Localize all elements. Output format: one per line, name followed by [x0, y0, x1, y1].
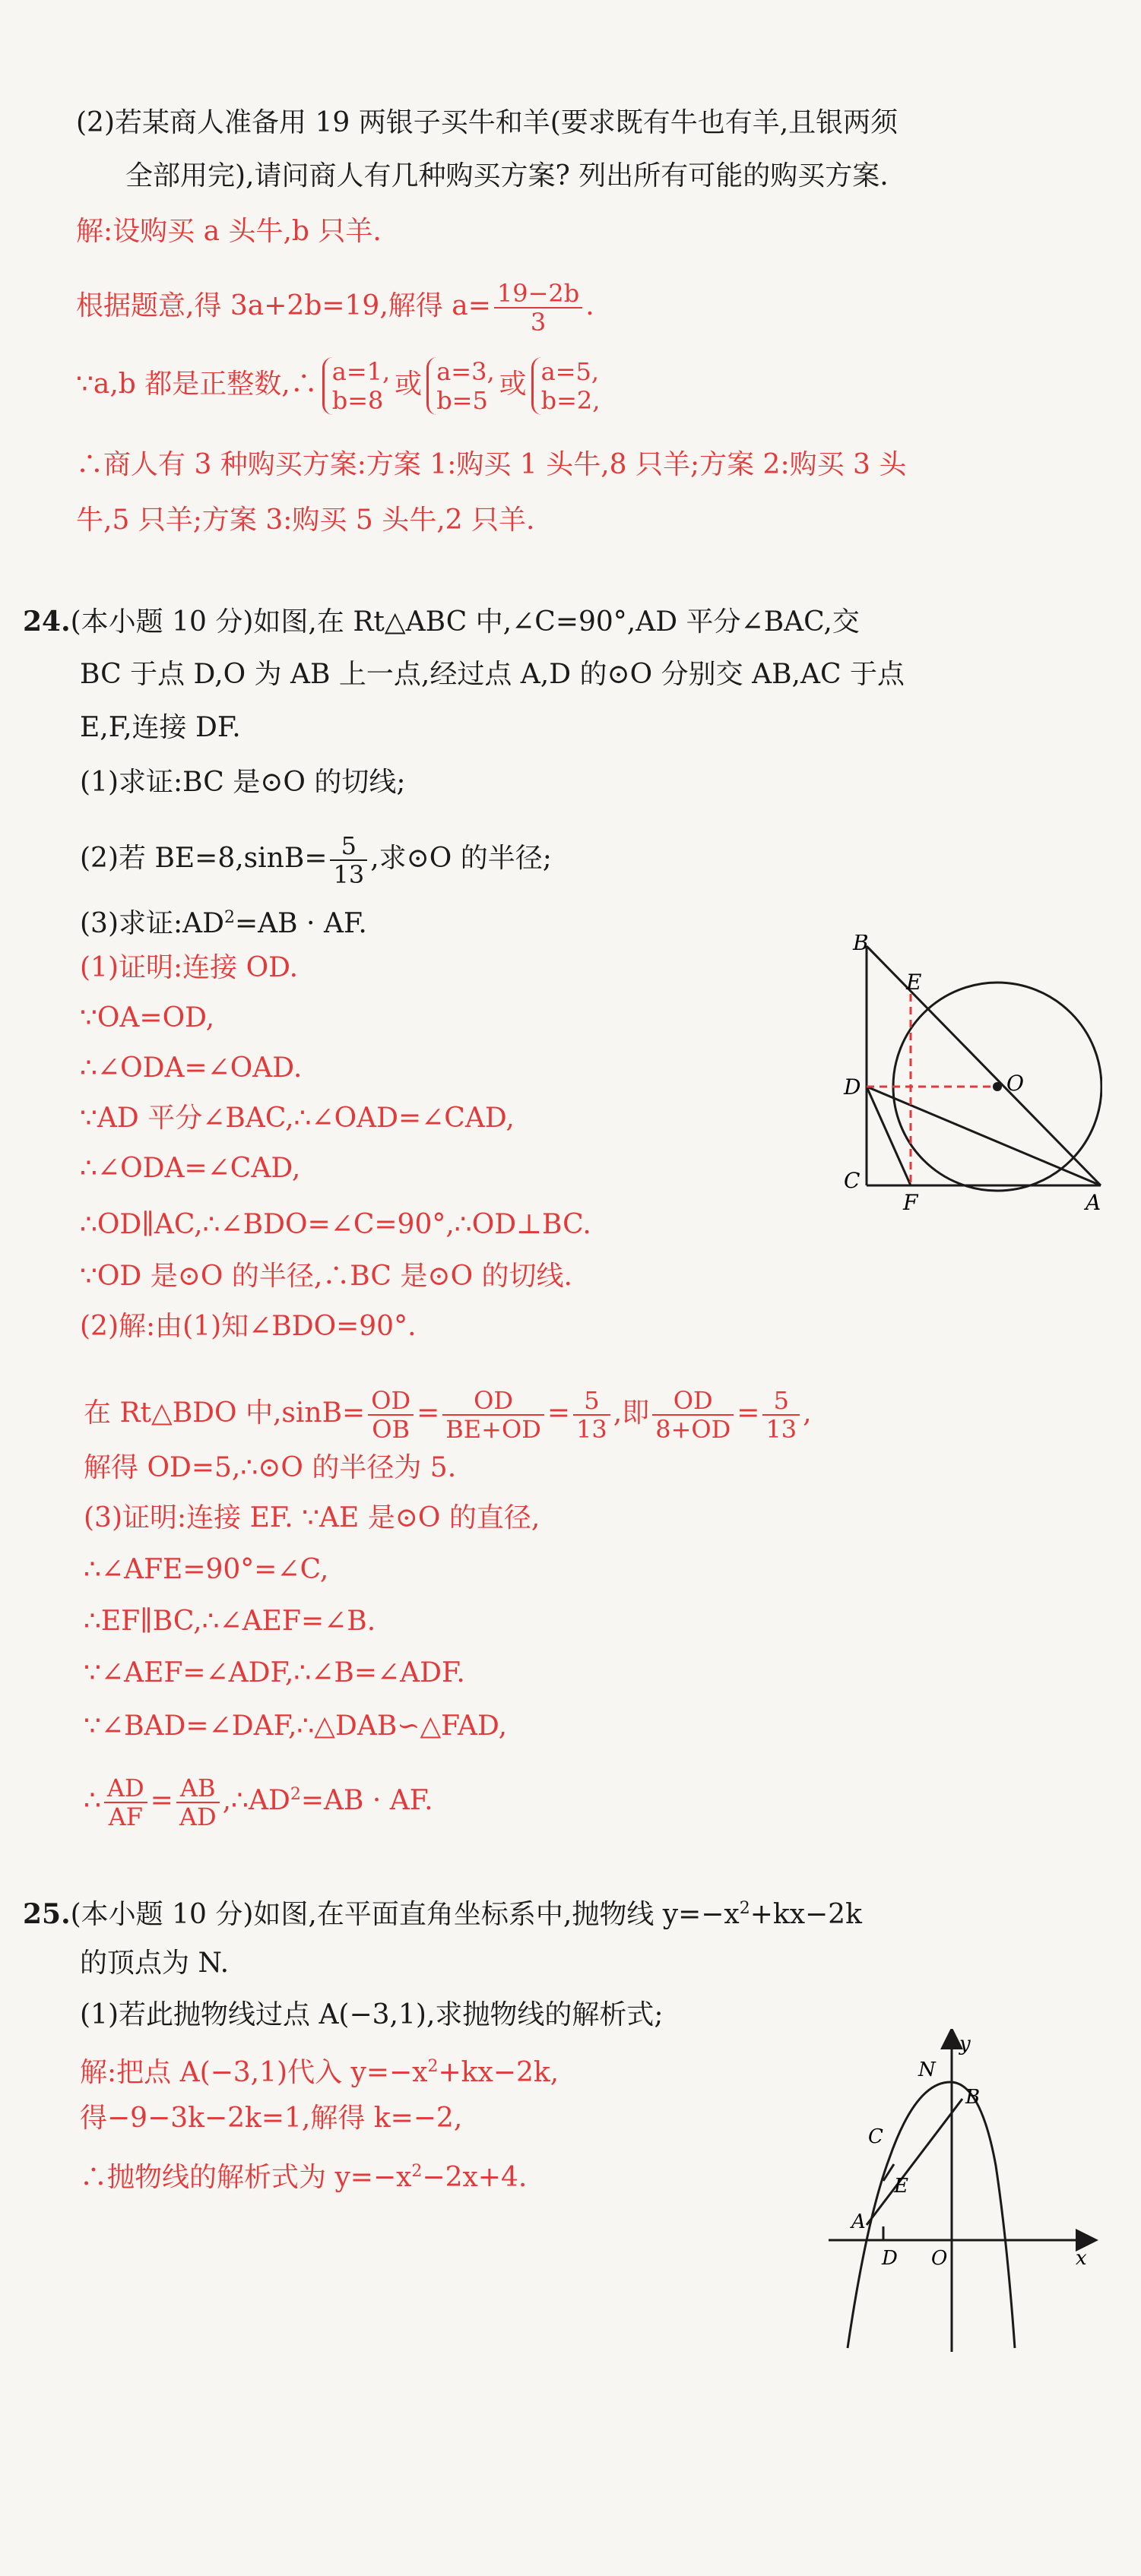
q25-sol3-sup: 2 [411, 2162, 423, 2181]
q23-or-2: 或 [499, 369, 527, 400]
q25-stem-line1 [23, 1892, 862, 1932]
label-o: O [931, 2247, 948, 2270]
label-f: F [903, 1190, 918, 1215]
q23-sys2-b: b=5 [436, 386, 488, 415]
q24-sin-f5-den: 13 [765, 1415, 797, 1444]
q25-stem1-sup: 2 [739, 1899, 750, 1918]
q24-stem-line3: E,F,连接 DF. [80, 712, 241, 743]
q24-sin-f2-num: OD [442, 1387, 544, 1416]
q24-sin-f1-num: OD [368, 1387, 414, 1416]
q24-last-frac-2 [176, 1774, 220, 1831]
label-o: O [1006, 1071, 1024, 1096]
q23-solution-line1: 解:设购买 a 头牛,b 只羊. [76, 216, 382, 247]
q24-part2-post: ,求⊙O 的半径; [370, 843, 552, 874]
q23-part2-line2: 全部用完),请问商人有几种购买方案? 列出所有可能的购买方案. [125, 160, 889, 191]
q24-last-frac-1 [104, 1774, 147, 1831]
label-a: A [1086, 1190, 1101, 1215]
q24-part3-text: (3)求证:AD [80, 908, 224, 939]
label-n: N [918, 2059, 936, 2081]
q23-sys2-a: a=3, [436, 357, 495, 386]
q23-sol2-text: 根据题意,得 3a+2b=19,解得 a= [76, 290, 491, 321]
q23-or-1: 或 [395, 369, 423, 400]
q23-system-3 [531, 357, 601, 415]
q23-system-1 [322, 357, 390, 415]
q25-stem-line2: 的顶点为 N. [80, 1948, 230, 1979]
q23-sys3-a: a=5, [540, 357, 600, 386]
label-d: D [882, 2247, 898, 2270]
point-o [993, 1082, 1002, 1091]
q24-sol-line-8: (2)解:由(1)知∠BDO=90°. [80, 1311, 417, 1342]
q24-last-f2-num: AB [176, 1774, 220, 1803]
label-a: A [851, 2210, 866, 2233]
q24-last-post: =AB · AF. [300, 1785, 433, 1816]
q23-fraction-num: 19−2b [494, 280, 582, 309]
q24-sin-frac-2 [442, 1387, 544, 1443]
q24-sin-post: , [803, 1397, 812, 1429]
q24-sol2-line-2: (3)证明:连接 EF. ∵AE 是⊙O 的直径, [84, 1502, 540, 1533]
q24-sol-sin-line: 在 Rt△BDO 中,sinB= $\frac{OD}{OB}$ = $\frac{OD}{BE+OD}$ = $\frac{5}{13}$ ,即 $\frac{OD}{8+OD}$ = $\frac{5}{13}$ , [84, 1386, 812, 1444]
q23-sol3-text: ∵a,b 都是正整数,∴ [76, 369, 318, 400]
q23-solution-line3 [76, 357, 604, 415]
q23-system-2 [426, 357, 494, 415]
q24-sol2-line-4: ∴EF∥BC,∴∠AEF=∠B. [84, 1606, 376, 1637]
q24-part2 [80, 832, 552, 888]
q24-sol2-line-3: ∴∠AFE=90°=∠C, [84, 1554, 329, 1585]
q24-geometry-figure [821, 935, 1102, 1223]
label-b: B [965, 2086, 981, 2109]
label-e: E [894, 2175, 908, 2198]
q23-sys3-b: b=2, [540, 386, 601, 415]
q24-sin-f5-num: 5 [762, 1387, 800, 1416]
q24-sin-frac-5 [762, 1387, 800, 1443]
label-c: C [868, 2125, 883, 2148]
q25-sol-line1 [80, 2050, 559, 2090]
q24-sol-line-7: ∵OD 是⊙O 的半径,∴BC 是⊙O 的切线. [80, 1261, 572, 1292]
q25-sol3-post: −2x+4. [422, 2162, 528, 2193]
q23-solution-line4: ∴商人有 3 种购买方案:方案 1:购买 1 头牛,8 只羊;方案 2:购买 3 头 [76, 449, 907, 480]
q24-part2-fraction [330, 832, 367, 888]
q23-solution-line2 [76, 280, 594, 336]
q24-stem1-text: (本小题 10 分)如图,在 Rt△ABC 中,∠C=90°,AD 平分∠BAC,交 [70, 606, 860, 638]
q23-part2-line1: (2)若某商人准备用 19 两银子买牛和羊(要求既有牛也有羊,且银两须 [76, 107, 899, 138]
q25-stem1-post: +kx−2k [750, 1899, 862, 1930]
q24-sol2-line-1: 解得 OD=5,∴⊙O 的半径为 5. [84, 1452, 457, 1483]
q24-sol-line-1: (1)证明:连接 OD. [80, 952, 299, 983]
q24-sol-last-line: ∴ $\frac{AD}{AF}$ = $\frac{AB}{AD}$ $,\therefore AD^2=AB$ · AF. [84, 1774, 433, 1831]
q24-part3 [80, 901, 367, 941]
label-x: x [1076, 2247, 1087, 2270]
q25-part1: (1)若此抛物线过点 A(−3,1),求抛物线的解析式; [80, 1999, 664, 2030]
q23-fraction [494, 280, 582, 336]
q24-last-f2-den: AD [179, 1802, 217, 1831]
q24-stem-line1 [23, 605, 860, 639]
q24-part3-sup: 2 [224, 908, 235, 927]
q24-last-sup: 2 [290, 1785, 301, 1804]
label-b: B [853, 935, 869, 955]
q25-sol1-text: 解:把点 A(−3,1)代入 y=−x [80, 2057, 428, 2088]
q23-sys1-a: a=1, [331, 357, 391, 386]
q23-fraction-den: 3 [530, 308, 547, 337]
q24-last-f1-num: AD [104, 1774, 147, 1803]
q24-sol-line-3: ∴∠ODA=∠OAD. [80, 1052, 303, 1084]
label-c: C [844, 1168, 861, 1193]
q24-sol2-line-6: ∵∠BAD=∠DAF,∴△DAB∽△FAD, [84, 1710, 508, 1742]
q24-sin-frac-1 [368, 1387, 414, 1443]
q25-stem1-text: (本小题 10 分)如图,在平面直角坐标系中,抛物线 y=−x [70, 1899, 740, 1930]
q25-sol1-post: +kx−2k, [438, 2057, 559, 2088]
q24-sin-f1-den: OB [372, 1415, 410, 1444]
q24-sol-line-2: ∵OA=OD, [80, 1002, 215, 1033]
q24-sin-frac-3 [573, 1387, 610, 1443]
q23-sys1-b: b=8 [331, 386, 384, 415]
q24-sol-line-6: ∴OD∥AC,∴∠BDO=∠C=90°,∴OD⊥BC. [80, 1209, 591, 1240]
q24-stem-line2: BC 于点 D,O 为 AB 上一点,经过点 A,D 的⊙O 分别交 AB,AC 于点 [80, 659, 905, 690]
q25-coordinate-figure [821, 2029, 1102, 2356]
segment-ab [867, 946, 1101, 1185]
q24-sol2-line-5: ∵∠AEF=∠ADF,∴∠B=∠ADF. [84, 1657, 465, 1688]
q24-sin-f4-den: 8+OD [655, 1415, 731, 1444]
q24-part1: (1)求证:BC 是⊙O 的切线; [80, 767, 406, 798]
q24-number: 24. [23, 606, 71, 638]
q25-sol-line3 [80, 2155, 527, 2195]
q23-sol2-post: . [585, 290, 594, 321]
q25-number: 25. [23, 1898, 71, 1930]
q24-part3-post: =AB · AF. [235, 908, 367, 939]
q25-sol3-text: ∴抛物线的解析式为 y=−x [80, 2162, 412, 2193]
q24-sin-text: 在 Rt△BDO 中,sinB= [84, 1397, 366, 1429]
segment-ad [867, 1087, 1101, 1185]
q24-sin-frac-4 [652, 1387, 734, 1443]
label-d: D [844, 1074, 861, 1100]
q24-part2-den: 13 [333, 860, 365, 889]
q24-sin-mid: ,即 [613, 1397, 650, 1429]
q24-sin-f3-num: 5 [573, 1387, 610, 1416]
label-y: y [959, 2033, 971, 2055]
label-e: E [906, 970, 922, 995]
q24-sol-line-4: ∵AD 平分∠BAC,∴∠OAD=∠CAD, [80, 1103, 515, 1134]
q23-solution-line5: 牛,5 只羊;方案 3:购买 5 头牛,2 只羊. [76, 505, 535, 536]
q24-sin-f3-den: 13 [576, 1415, 607, 1444]
q24-sol-line-5: ∴∠ODA=∠CAD, [80, 1153, 301, 1184]
q24-last-mid: ,∴AD [222, 1785, 290, 1816]
q24-last-pre: ∴ [84, 1785, 101, 1816]
segment-ab [867, 2099, 962, 2225]
q24-sin-f2-den: BE+OD [445, 1415, 541, 1444]
q24-part2-text: (2)若 BE=8,sinB= [80, 843, 328, 874]
q24-last-f1-den: AF [108, 1802, 143, 1831]
q24-sin-f4-num: OD [652, 1387, 734, 1416]
q24-part2-num: 5 [330, 832, 367, 861]
q25-sol1-sup: 2 [427, 2057, 439, 2076]
q25-sol-line2: 得−9−3k−2k=1,解得 k=−2, [80, 2103, 463, 2134]
